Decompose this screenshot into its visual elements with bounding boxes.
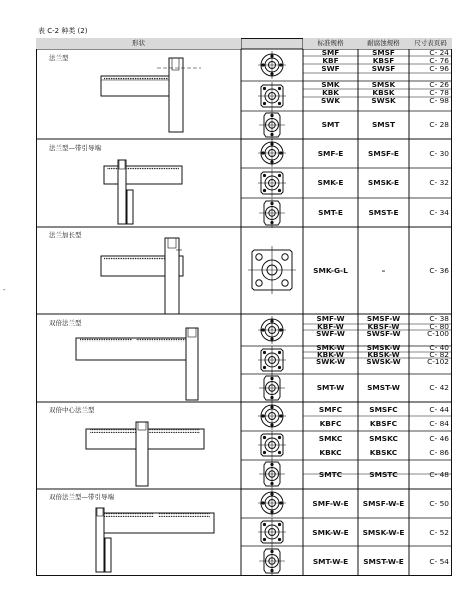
page-ref: C- 80 (429, 322, 449, 331)
page-ref: C- 50 (429, 499, 449, 508)
margin-mark: - (3, 286, 6, 294)
std-code: SMT-E (318, 208, 343, 217)
std-code: SMF-W (316, 314, 345, 323)
std-code: SMK-E (317, 178, 344, 187)
std-code: KBKC (319, 448, 342, 457)
cor-code: SMSKC (369, 434, 398, 443)
cor-code: SMSF (372, 48, 395, 57)
std-code: SMKC (318, 434, 343, 443)
pilot-flange-icon (259, 373, 285, 403)
page-ref: C- 52 (429, 528, 449, 537)
round-flange-icon (258, 139, 286, 167)
double-flange-bushing-drawing (76, 328, 198, 400)
std-code: SMFC (318, 405, 343, 414)
std-code: SMK-W-E (312, 528, 349, 537)
std-code: SWK (321, 96, 340, 105)
cor-code: KBSF (372, 56, 395, 65)
std-code: KBF-W (317, 322, 344, 331)
group-label-double-center-flange: 双倍中心法兰型 (49, 406, 95, 414)
cor-code: SMSTC (369, 470, 398, 479)
std-code: SMT-W-E (312, 557, 349, 566)
cor-code: SWSF (371, 64, 396, 73)
header-corrosion-spec: 耐腐蚀规格 (358, 38, 409, 49)
pilot-flange-icon (259, 459, 285, 489)
std-code: SWK-W (315, 357, 346, 366)
square-flange-icon (258, 169, 286, 197)
extended-flange-bushing-drawing (101, 238, 183, 314)
cor-code: SMST-W-E (363, 557, 404, 566)
large-square-flange-icon (248, 246, 296, 294)
page-ref: C- 84 (429, 419, 449, 428)
cor-code: SMSK (371, 80, 396, 89)
page-ref: C- 46 (429, 434, 449, 443)
square-flange-icon (258, 431, 286, 459)
page-ref: C- 32 (429, 178, 449, 187)
square-flange-icon (258, 518, 286, 546)
page-ref: C- 54 (429, 557, 449, 566)
cor-code: SMST (371, 120, 396, 129)
page-ref: C- 86 (429, 448, 449, 457)
page-ref: C- 26 (429, 80, 449, 89)
std-code: SMK (321, 80, 340, 89)
page-ref: C- 78 (429, 88, 449, 97)
std-code: SMF-W-E (312, 499, 349, 508)
page-ref: C-102 (427, 357, 449, 366)
std-code: SMK-G-L (313, 266, 348, 275)
std-code: KBFC (319, 419, 342, 428)
cor-code: KBSK-W (367, 350, 400, 359)
cor-code: SWSF-W (366, 329, 401, 338)
round-flange-icon (258, 489, 286, 517)
product-type-table (36, 38, 452, 576)
page-ref: C- 40 (429, 343, 449, 352)
cor-code: – (381, 266, 386, 275)
header-standard-spec: 标准规格 (303, 38, 358, 49)
std-code: SMT-W (316, 383, 345, 392)
group-label-double-flange: 双倍法兰型 (49, 319, 82, 327)
page-ref: C- 96 (429, 64, 449, 73)
page-ref: C- 48 (429, 470, 449, 479)
cor-code: SMST-W (367, 383, 400, 392)
round-flange-icon (258, 402, 286, 430)
std-code: SMTC (318, 470, 343, 479)
page-ref: C- 30 (429, 149, 449, 158)
std-code: SMF-E (317, 149, 344, 158)
page-ref: C- 24 (429, 48, 449, 57)
square-flange-icon (258, 346, 286, 374)
flange-pilot-bushing-drawing (104, 160, 182, 224)
group-label-flange-pilot: 法兰型—带引导端 (49, 144, 101, 152)
std-code: SWF (321, 64, 340, 73)
cor-code: SMSFC (369, 405, 398, 414)
pilot-flange-icon (259, 110, 285, 140)
cor-code: SMSK-W (366, 343, 401, 352)
page-ref: C- 34 (429, 208, 449, 217)
table-caption: 表 C-2 种类 (2) (38, 27, 88, 35)
page-ref: C- 28 (429, 120, 449, 129)
cor-code: KBSK (372, 88, 395, 97)
std-code: KBK-W (317, 350, 344, 359)
cor-code: KBSF-W (367, 322, 400, 331)
std-code: SMK-W (316, 343, 345, 352)
cor-code: SWSK (371, 96, 396, 105)
page-ref: C- 38 (429, 314, 449, 323)
std-code: KBK (322, 88, 339, 97)
cor-code: SMSK-E (367, 178, 400, 187)
page-ref: C- 98 (429, 96, 449, 105)
double-center-flange-bushing-drawing (86, 422, 204, 486)
page-ref: C- 42 (429, 383, 449, 392)
square-flange-icon (258, 82, 286, 110)
cor-code: SWSK-W (366, 357, 401, 366)
std-code: SWF-W (316, 329, 345, 338)
pilot-flange-icon (259, 546, 285, 576)
page-ref: C- 76 (429, 56, 449, 65)
cor-code: SMSF-W (366, 314, 401, 323)
page-ref: C- 44 (429, 405, 449, 414)
std-code: KBF (322, 56, 339, 65)
cor-code: SMSF-E (368, 149, 399, 158)
round-flange-icon (258, 316, 286, 344)
group-label-double-flange-pilot: 双倍法兰型—带引导端 (49, 493, 114, 501)
page-ref: C-100 (427, 329, 449, 338)
round-flange-icon (258, 51, 286, 79)
page-ref: C- 36 (429, 266, 449, 275)
cor-code: SMST-E (368, 208, 399, 217)
flange-bushing-drawing (101, 58, 201, 132)
double-flange-pilot-bushing-drawing (96, 508, 214, 572)
std-code: SMT (321, 120, 340, 129)
page-ref: C- 82 (429, 350, 449, 359)
header-page-ref: 尺寸表页码 (409, 38, 452, 49)
cor-code: KBSKC (369, 448, 398, 457)
std-code: SMF (321, 48, 340, 57)
pilot-flange-icon (259, 198, 285, 228)
group-label-flange: 法兰型 (49, 54, 69, 62)
cor-code: SMSF-W-E (362, 499, 405, 508)
cor-code: SMSK-W-E (362, 528, 405, 537)
header-shape: 形状 (36, 38, 241, 49)
group-label-extended-flange: 法兰加长型 (49, 231, 82, 239)
cor-code: KBSFC (369, 419, 398, 428)
